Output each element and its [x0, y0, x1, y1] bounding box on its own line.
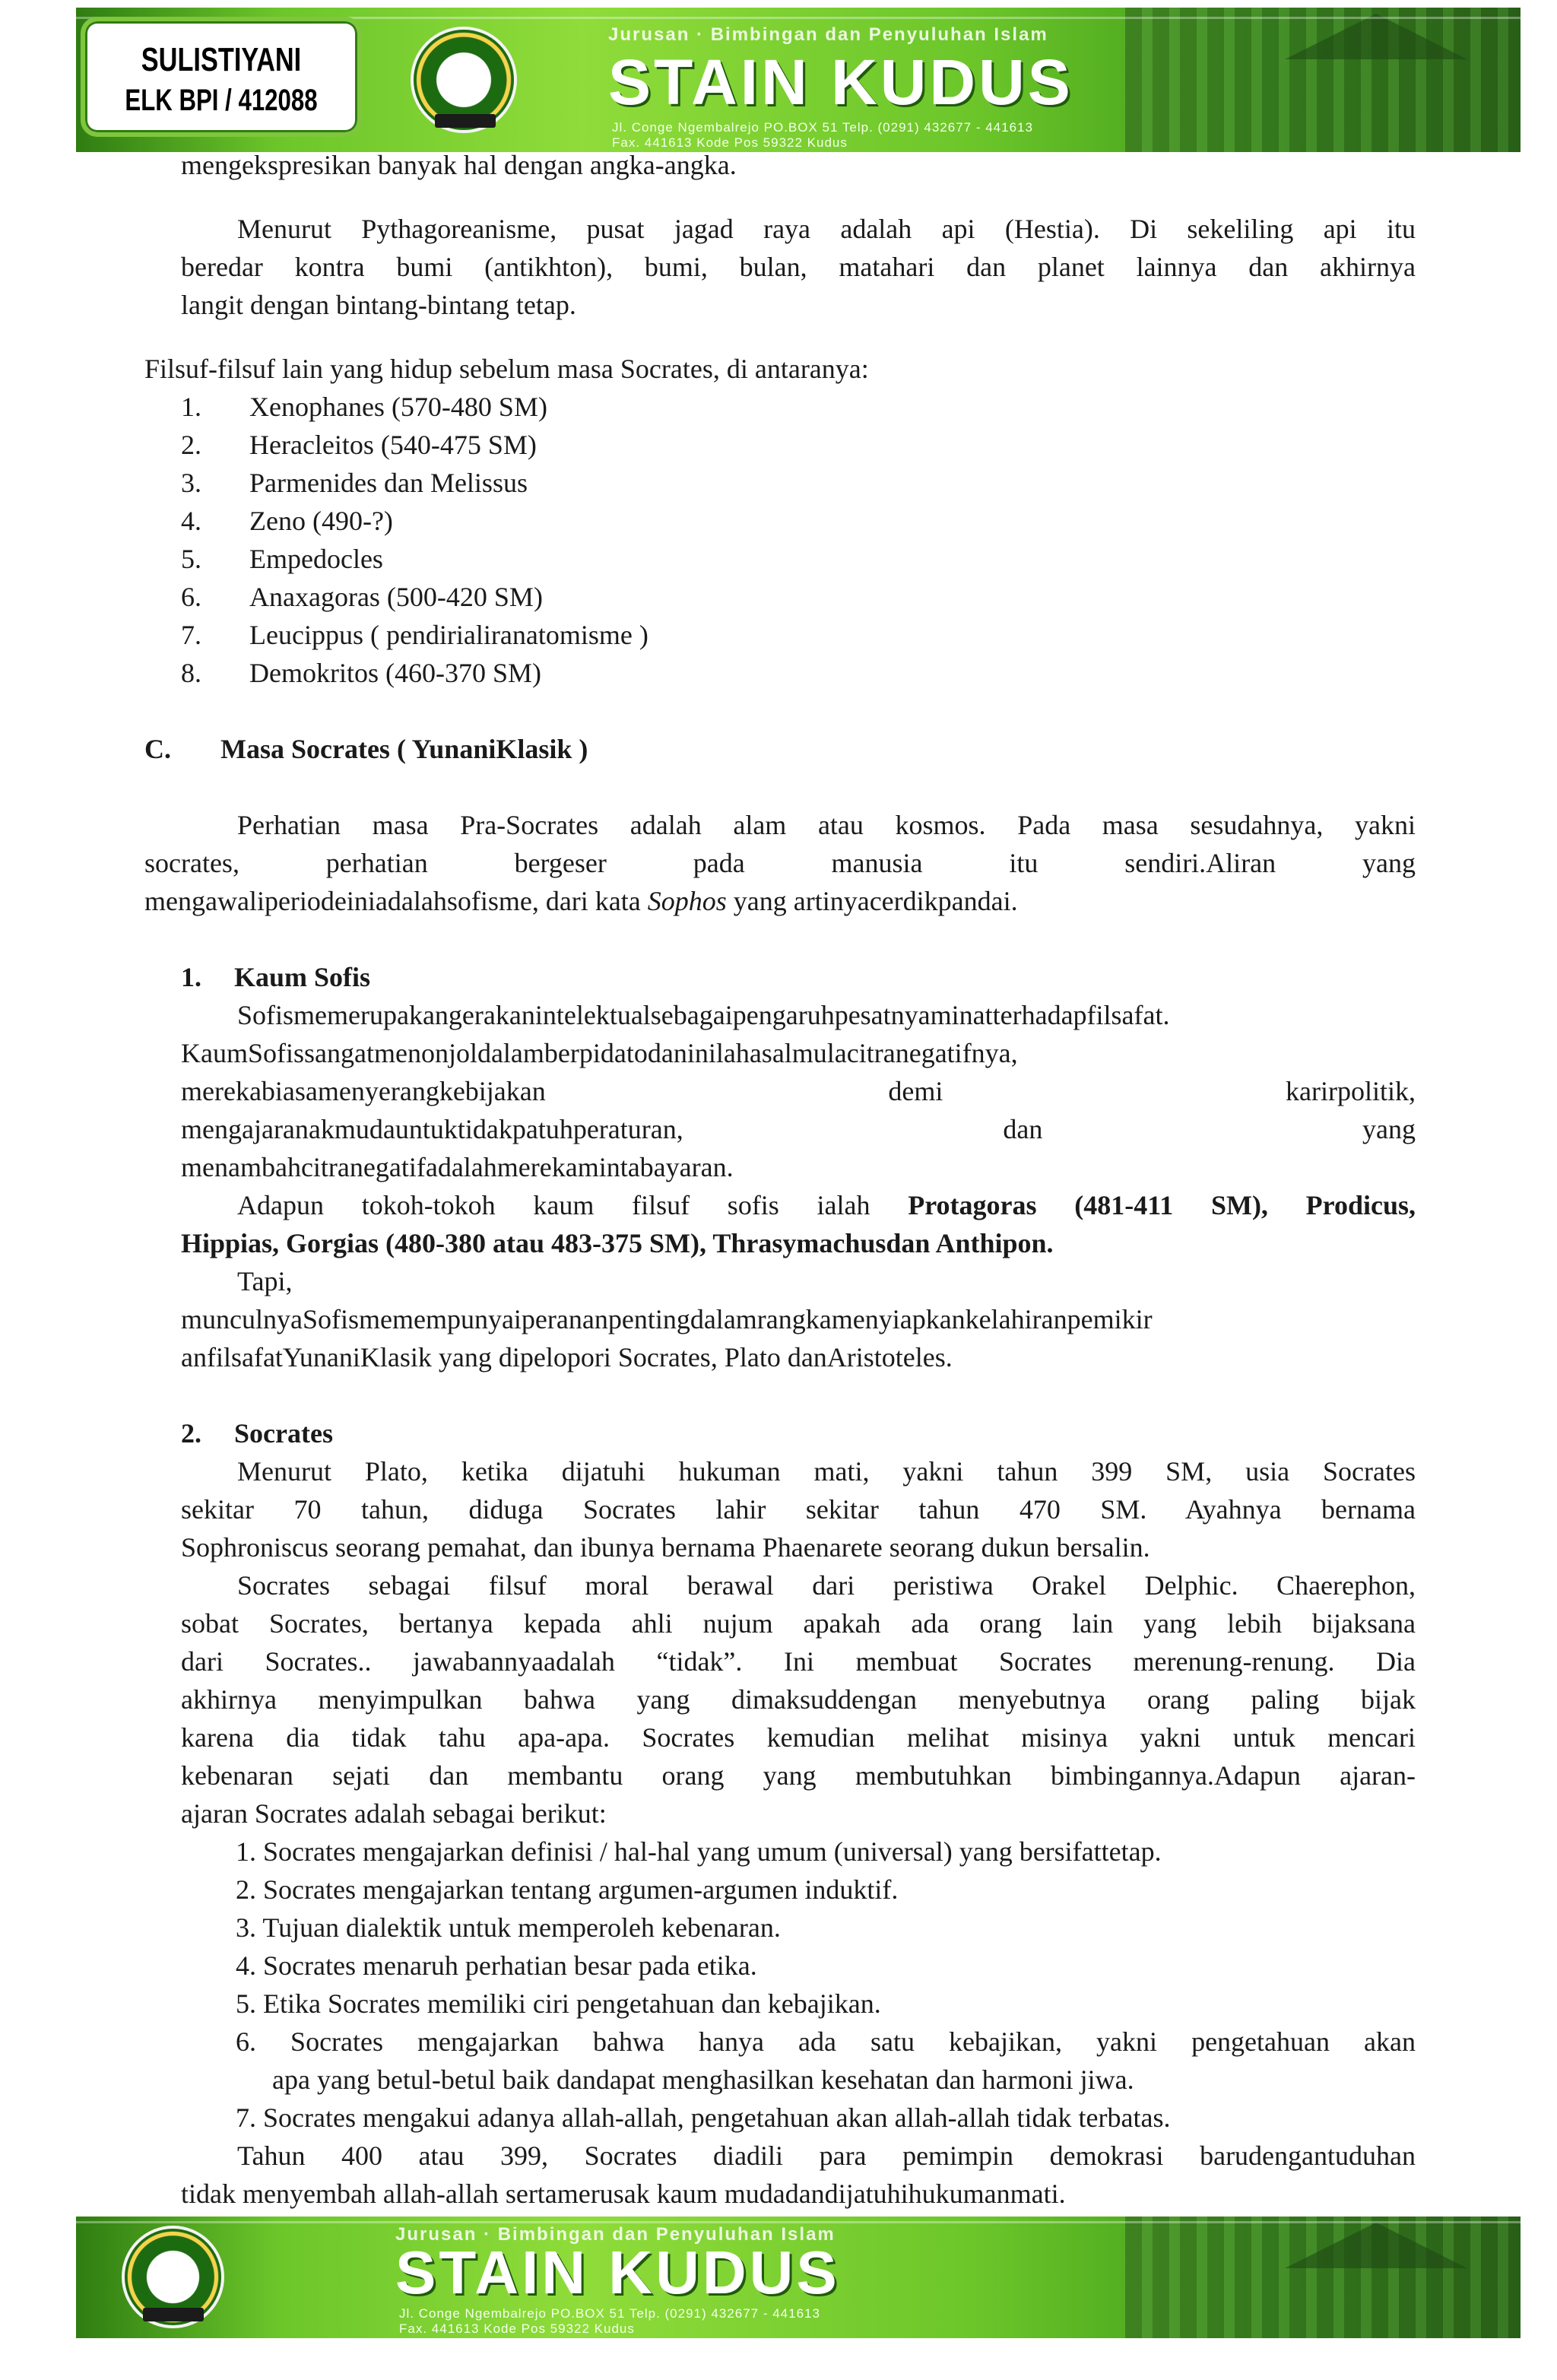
footer-address-line-1: Jl. Conge Ngembalrejo PO.BOX 51 Telp. (0291) 432677 - 441613 — [399, 2306, 820, 2321]
paragraph-line: beredar kontra bumi (antikhton), bumi, bulan, matahari dan planet lainnya dan akhirnya — [181, 252, 1416, 282]
teaching-list-item-continuation: apa yang betul-betul baik dandapat menghasilkan kesehatan dan harmoni jiwa. — [272, 2064, 1134, 2095]
author-class-code: ELK BPI / 412088 — [125, 84, 318, 117]
paragraph-line: mengekspresikan banyak hal dengan angka-angka. — [181, 150, 737, 180]
subsection-heading-kaum-sofis: 1. Kaum Sofis — [181, 962, 371, 992]
paragraph-line: munculnyaSofismemempunyaiperananpentingdalamrangkamenyiapkankelahiranpemikir — [181, 1304, 1153, 1334]
teaching-list-item: 5. Etika Socrates memiliki ciri pengetahuan dan kebajikan. — [236, 1988, 881, 2019]
teaching-list-item: 1. Socrates mengajarkan definisi / hal-hal yang umum (universal) yang bersifattetap. — [236, 1836, 1162, 1867]
header-address-line-1: Jl. Conge Ngembalrejo PO.BOX 51 Telp. (0291) 432677 - 441613 — [612, 120, 1033, 135]
paragraph-line: menambahcitranegatifadalahmerekamintabayaran. — [181, 1152, 734, 1182]
paragraph-line: Sofismemerupakangerakanintelektualsebagaipengaruhpesatnyaminatterhadapfilsafat. — [237, 1000, 1170, 1030]
paragraph-line: dari Socrates.. jawabannyaadalah “tidak”. Ini membuat Socrates merenung-renung. Dia — [181, 1646, 1416, 1677]
paragraph-line: Tahun 400 atau 399, Socrates diadili para pemimpin demokrasi barudengantuduhan — [237, 2140, 1416, 2171]
paragraph-line: KaumSofissangatmenonjoldalamberpidatodaninilahasalmulacitranegatifnya, — [181, 1038, 1018, 1068]
paragraph-line: mengawaliperiodeiniadalahsofisme, dari kata Sophos yang artinyacerdikpandai. — [144, 886, 1018, 916]
list-item: 4. Zeno (490-?) — [181, 506, 393, 536]
paragraph-line: akhirnya menyimpulkan bahwa yang dimaksuddengan menyebutnya orang paling bijak — [181, 1684, 1416, 1715]
paragraph-line: socrates, perhatian bergeser pada manusia itu sendiri.Aliran yang — [144, 848, 1416, 878]
paragraph-line: Menurut Pythagoreanisme, pusat jagad raya adalah api (Hestia). Di sekeliling api itu — [237, 214, 1416, 244]
paragraph-line: mengajaranakmudauntuktidakpatuhperaturan, dan yang — [181, 1114, 1416, 1144]
banner-stripe — [76, 2221, 1521, 2223]
paragraph-line: Perhatian masa Pra-Socrates adalah alam atau kosmos. Pada masa sesudahnya, yakni — [237, 810, 1416, 840]
author-name: SULISTIYANI — [141, 41, 302, 78]
list-item: 2. Heracleitos (540-475 SM) — [181, 430, 537, 460]
teaching-list-item: 6. Socrates mengajarkan bahwa hanya ada satu kebajikan, yakni pengetahuan akan — [236, 2026, 1416, 2057]
author-badge — [81, 17, 362, 137]
header-institution-name: STAIN KUDUS — [608, 46, 1073, 118]
header-tagline: Jurusan · Bimbingan dan Penyuluhan Islam — [608, 24, 1048, 45]
paragraph-line: Socrates sebagai filsuf moral berawal dari peristiwa Orakel Delphic. Chaerephon, — [237, 1570, 1416, 1601]
paragraph-line: Sophroniscus seorang pemahat, dan ibunya bernama Phaenarete seorang dukun bersalin. — [181, 1532, 1150, 1563]
list-intro: Filsuf-filsuf lain yang hidup sebelum masa Socrates, di antaranya: — [144, 354, 869, 384]
footer-banner — [76, 2217, 1521, 2338]
campus-building-image — [1125, 2217, 1521, 2338]
paragraph-line: merekabiasamenyerangkebijakan demi karirpolitik, — [181, 1076, 1416, 1106]
paragraph-line: kebenaran sejati dan membantu orang yang membutuhkan bimbingannya.Adapun ajaran- — [181, 1760, 1416, 1791]
paragraph-line: Hippias, Gorgias (480-380 atau 483-375 SM), Thrasymachusdan Anthipon. — [181, 1228, 1054, 1258]
paragraph-line: sobat Socrates, bertanya kepada ahli nujum apakah ada orang lain yang lebih bijaksana — [181, 1608, 1416, 1639]
paragraph-line: ajaran Socrates adalah sebagai berikut: — [181, 1798, 607, 1829]
footer-institution-name: STAIN KUDUS — [395, 2239, 840, 2306]
teaching-list-item: 7. Socrates mengakui adanya allah-allah, pengetahuan akan allah-allah tidak terbatas. — [236, 2102, 1171, 2133]
teaching-list-item: 4. Socrates menaruh perhatian besar pada etika. — [236, 1950, 757, 1981]
paragraph-line: Menurut Plato, ketika dijatuhi hukuman mati, yakni tahun 399 SM, usia Socrates — [237, 1456, 1416, 1487]
list-item: 7. Leucippus ( pendirialiranatomisme ) — [181, 620, 648, 650]
paragraph-line: langit dengan bintang-bintang tetap. — [181, 290, 576, 320]
header-address-line-2: Fax. 441613 Kode Pos 59322 Kudus — [612, 135, 848, 150]
list-item: 5. Empedocles — [181, 544, 383, 574]
footer-address-line-2: Fax. 441613 Kode Pos 59322 Kudus — [399, 2321, 635, 2336]
list-item: 1. Xenophanes (570-480 SM) — [181, 392, 547, 422]
paragraph-line: karena dia tidak tahu apa-apa. Socrates kemudian melihat misinya yakni untuk mencari — [181, 1722, 1416, 1753]
logo-label — [143, 2308, 204, 2321]
paragraph-line: Adapun tokoh-tokoh kaum filsuf sofis ialah Protagoras (481-411 SM), Prodicus, — [237, 1190, 1416, 1220]
logo-label — [435, 114, 496, 128]
campus-building-image — [1125, 8, 1521, 152]
list-item: 6. Anaxagoras (500-420 SM) — [181, 582, 543, 612]
list-item: 3. Parmenides dan Melissus — [181, 468, 528, 498]
teaching-list-item: 3. Tujuan dialektik untuk memperoleh kebenaran. — [236, 1912, 781, 1943]
paragraph-line: anfilsafatYunaniKlasik yang dipelopori Socrates, Plato danAristoteles. — [181, 1342, 953, 1372]
paragraph-line: sekitar 70 tahun, diduga Socrates lahir sekitar tahun 470 SM. Ayahnya bernama — [181, 1494, 1416, 1525]
paragraph-line: Tapi, — [237, 1266, 293, 1296]
section-heading-c: C. Masa Socrates ( YunaniKlasik ) — [144, 734, 588, 764]
footer-tagline: Jurusan · Bimbingan dan Penyuluhan Islam — [395, 2224, 836, 2245]
paragraph-line: tidak menyembah allah-allah sertamerusak kaum mudadandijatuhihukumanmati. — [181, 2178, 1066, 2209]
list-item: 8. Demokritos (460-370 SM) — [181, 658, 541, 688]
teaching-list-item: 2. Socrates mengajarkan tentang argumen-argumen induktif. — [236, 1874, 899, 1905]
subsection-heading-socrates: 2. Socrates — [181, 1418, 333, 1449]
